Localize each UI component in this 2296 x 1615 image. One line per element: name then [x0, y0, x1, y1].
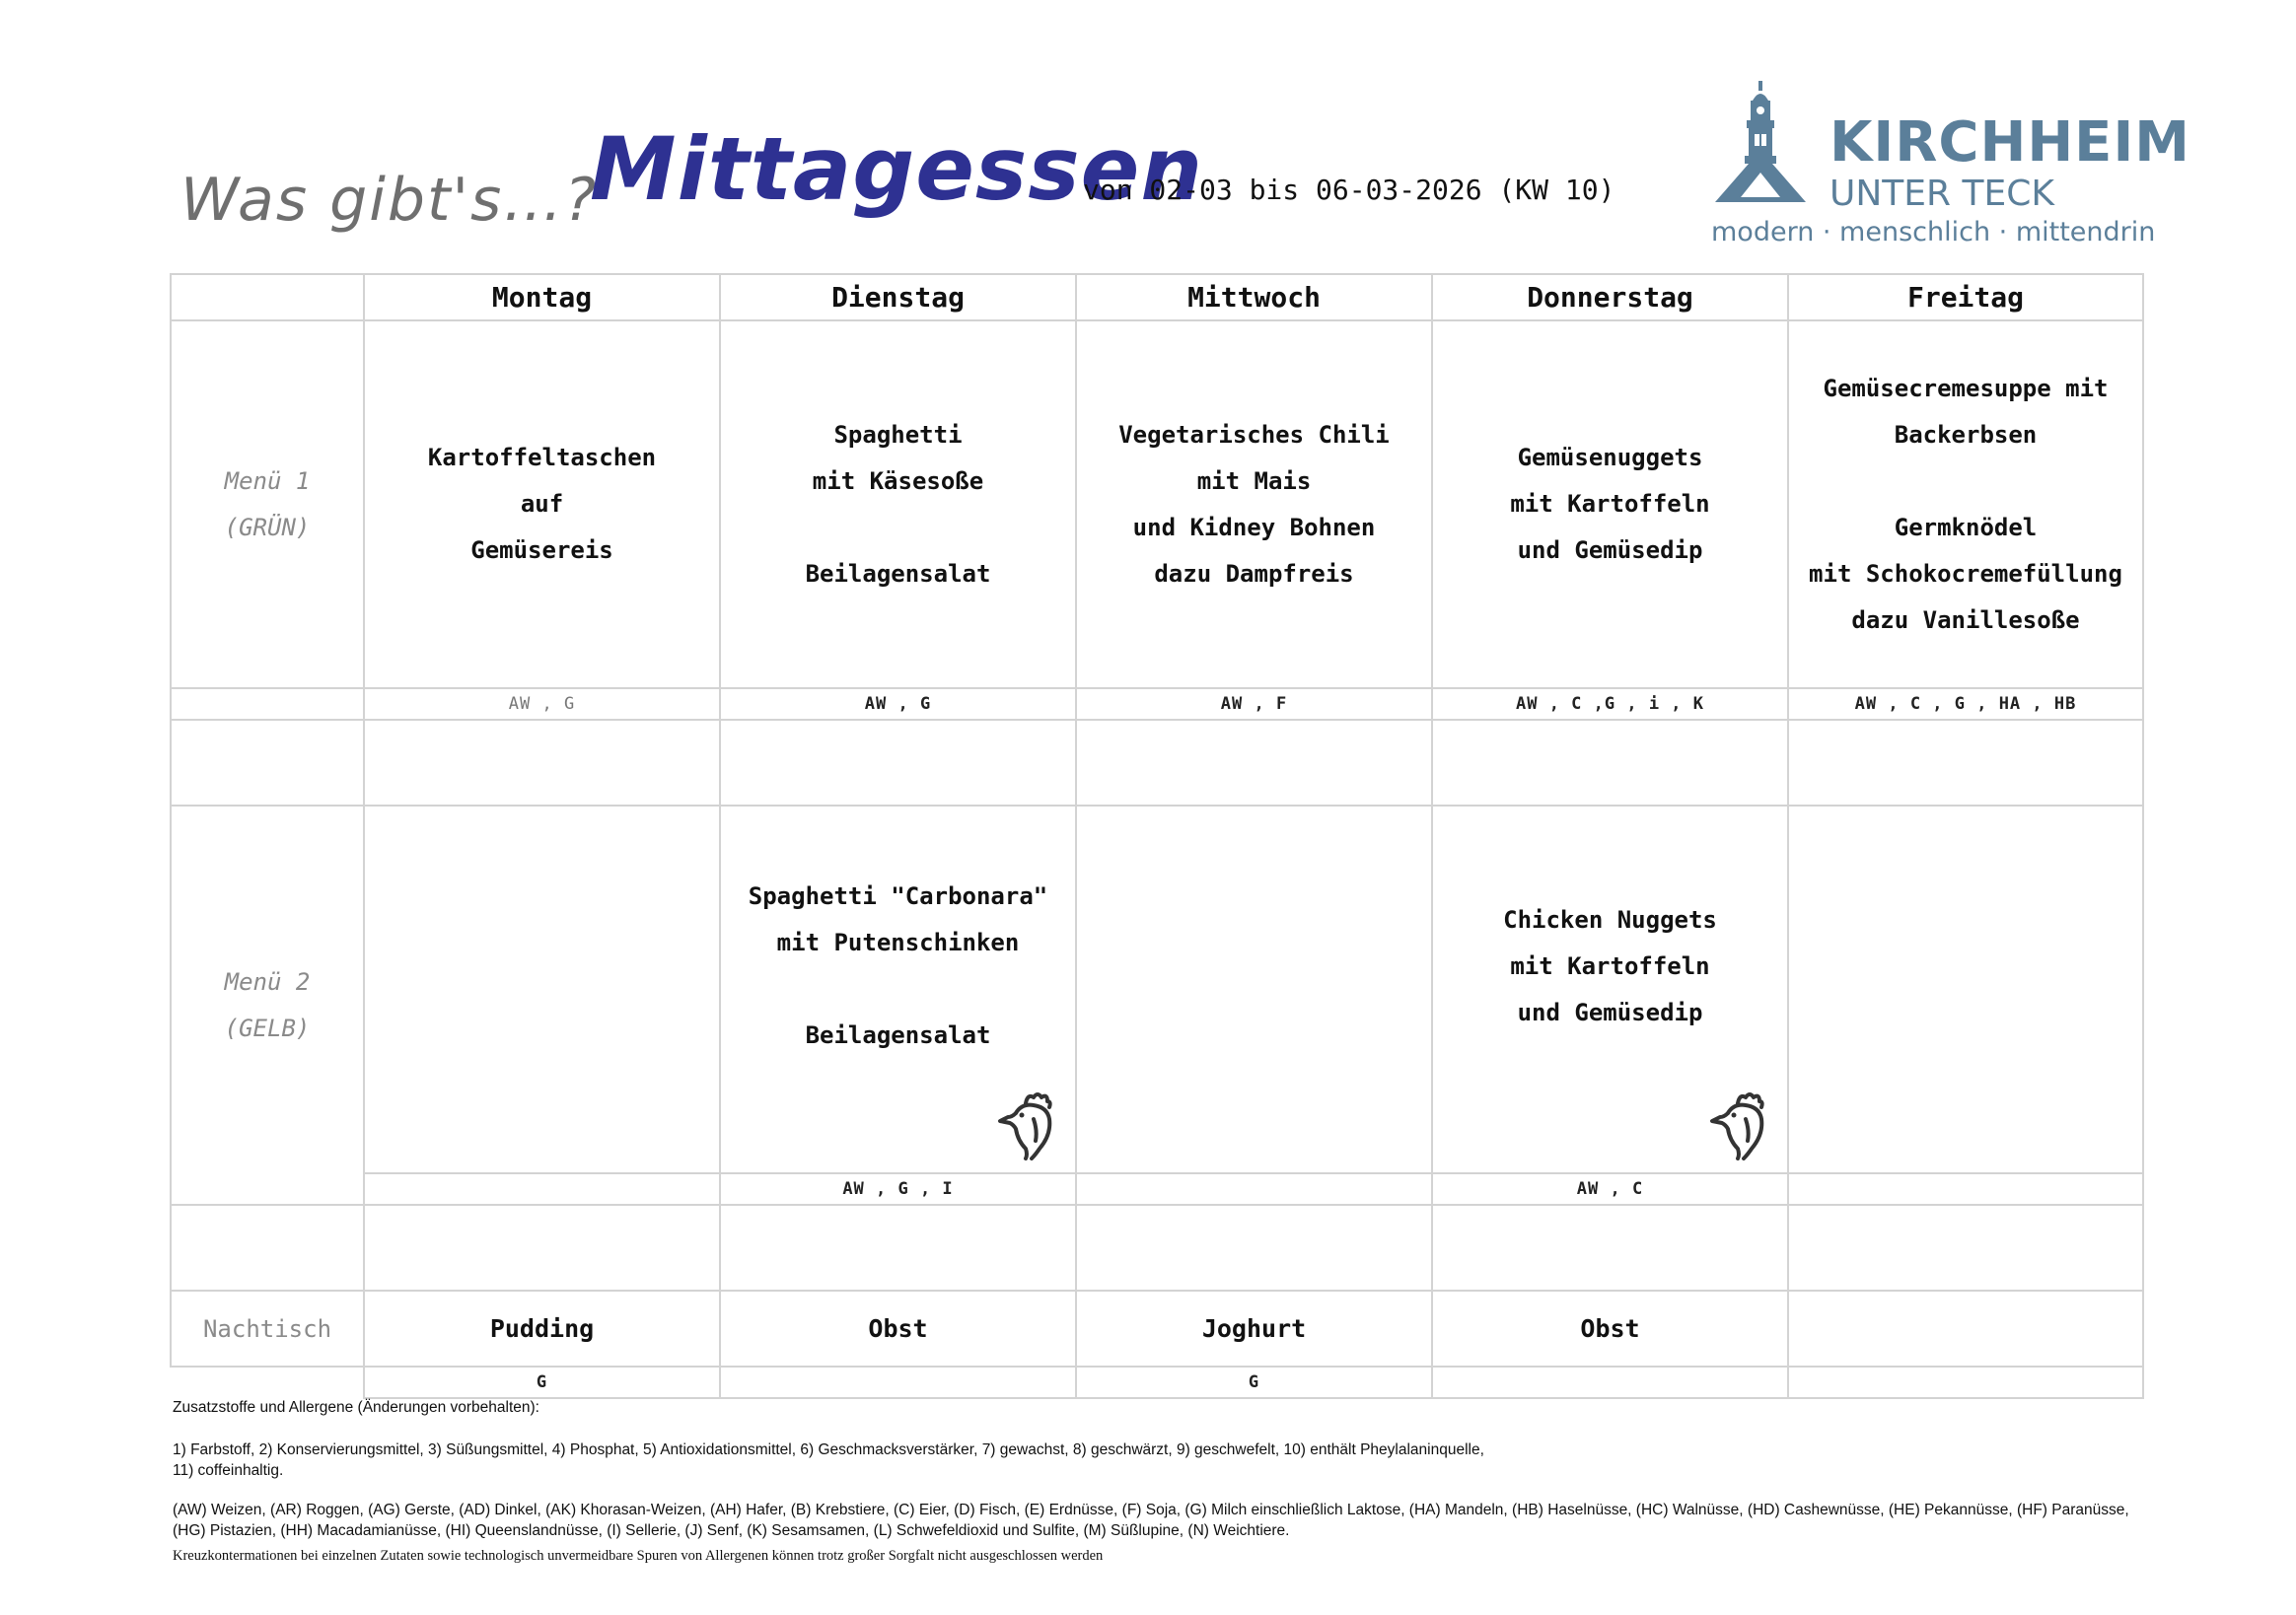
dessert-item	[1788, 1291, 2143, 1367]
city-logo	[1711, 79, 2190, 256]
menu2-meal-cell	[720, 806, 1076, 1173]
spacer-cell	[1076, 720, 1432, 806]
page-title: Mittagessen	[590, 118, 1204, 220]
menu1-allergen-row	[171, 688, 2143, 720]
menu2-allergen-row	[171, 1173, 2143, 1205]
dessert-label: Nachtisch	[171, 1291, 364, 1367]
date-range: von 02-03 bis 06-03-2026 (KW 10)	[1083, 174, 1615, 206]
dessert-allergens	[1432, 1367, 1788, 1398]
logo-subtitle: UNTER TECK	[1830, 174, 2054, 214]
spacer-cell	[720, 720, 1076, 806]
logo-name: KIRCHHEIM	[1830, 110, 2190, 175]
menu2-title: Menü 2	[224, 967, 311, 996]
day-header: Montag	[364, 274, 720, 320]
menu2-meal: Chicken Nuggets mit Kartoffeln und Gemüsedip	[1503, 905, 1717, 1026]
menu2-meal	[1076, 806, 1432, 1173]
menu1-row	[171, 320, 2143, 688]
spacer-row	[171, 720, 2143, 806]
day-header: Dienstag	[720, 274, 1076, 320]
menu2-meal	[1788, 806, 2143, 1173]
spacer-cell	[1788, 1205, 2143, 1291]
day-header-row	[171, 274, 2143, 320]
spacer-cell	[720, 1205, 1076, 1291]
menu1-label	[171, 320, 364, 688]
spacer-cell	[1788, 720, 2143, 806]
intro-text: Was gibt's…?	[180, 166, 599, 235]
day-header: Donnerstag	[1432, 274, 1788, 320]
menu2-allergens	[1788, 1173, 2143, 1205]
spacer-row	[171, 1205, 2143, 1291]
menu2-allergens	[364, 1173, 720, 1205]
menu1-meal: Gemüsenuggets mit Kartoffeln und Gemüsedip	[1432, 320, 1788, 688]
corner-cell	[171, 274, 364, 320]
dessert-allergens	[720, 1367, 1076, 1398]
menu2-meal-cell	[1432, 806, 1788, 1173]
dessert-allergens: G	[1076, 1367, 1432, 1398]
spacer-cell	[1076, 1205, 1432, 1291]
menu1-meal: Gemüsecremesuppe mit Backerbsen Germknödel mit Schokocremefüllung dazu Vanillesoße	[1788, 320, 2143, 688]
spacer-cell	[171, 1205, 364, 1291]
footer-heading: Zusatzstoffe und Allergene (Änderungen vorbehalten):	[173, 1399, 539, 1416]
dessert-allergen-row	[171, 1367, 2143, 1398]
menu1-color: (GRÜN)	[224, 513, 311, 541]
menu2-allergens: AW , C	[1432, 1173, 1788, 1205]
menu2-color: (GELB)	[224, 1014, 311, 1042]
dessert-row	[171, 1291, 2143, 1367]
menu2-allergens: AW , G , I	[720, 1173, 1076, 1205]
footer-disclaimer: Kreuzkontermationen bei einzelnen Zutaten sowie technologisch unvermeidbare Spuren von Allergenen können trotz großer Sorgfalt nicht ausgeschlossen werden	[173, 1548, 1104, 1564]
menu2-allergens	[1076, 1173, 1432, 1205]
menu2-label	[171, 806, 364, 1205]
church-tower-icon	[1711, 79, 1810, 207]
day-header: Mittwoch	[1076, 274, 1432, 320]
logo-slogan: modern · menschlich · mittendrin	[1711, 217, 2156, 247]
spacer-cell	[364, 1205, 720, 1291]
chicken-icon	[992, 1089, 1061, 1160]
menu2-row	[171, 806, 2143, 1173]
menu1-meal: Spaghetti mit Käsesoße Beilagensalat	[720, 320, 1076, 688]
dessert-item: Pudding	[364, 1291, 720, 1367]
menu1-allergens: AW , C ,G , i , K	[1432, 688, 1788, 720]
spacer-cell	[1432, 1205, 1788, 1291]
footer-additives: 1) Farbstoff, 2) Konservierungsmittel, 3) Süßungsmittel, 4) Phosphat, 5) Antioxidationsmittel, 6) Geschmacksverstärker, 7) gewachst, 8) geschwärzt, 9) geschwefelt, 10) enthält Pheylalaninquelle, 11) coffeinhaltig.	[173, 1441, 1484, 1479]
chicken-icon	[1704, 1089, 1773, 1160]
menu2-meal: Spaghetti "Carbonara" mit Putenschinken Beilagensalat	[748, 882, 1048, 1049]
menu1-allergens: AW , G	[720, 688, 1076, 720]
spacer-cell	[364, 720, 720, 806]
empty-cell	[171, 1367, 364, 1398]
menu1-allergens: AW , G	[364, 688, 720, 720]
allergen-label-cell	[171, 688, 364, 720]
dessert-allergens	[1788, 1367, 2143, 1398]
dessert-item: Obst	[1432, 1291, 1788, 1367]
dessert-allergens: G	[364, 1367, 720, 1398]
menu1-meal: Kartoffeltaschen auf Gemüsereis	[364, 320, 720, 688]
day-header: Freitag	[1788, 274, 2143, 320]
spacer-cell	[1432, 720, 1788, 806]
menu-table	[170, 273, 2144, 1399]
menu1-allergens: AW , C , G , HA , HB	[1788, 688, 2143, 720]
dessert-item: Obst	[720, 1291, 1076, 1367]
menu1-title: Menü 1	[224, 466, 311, 495]
menu2-meal	[364, 806, 720, 1173]
menu1-allergens: AW , F	[1076, 688, 1432, 720]
dessert-item: Joghurt	[1076, 1291, 1432, 1367]
spacer-cell	[171, 720, 364, 806]
footer-allergen-legend: (AW) Weizen, (AR) Roggen, (AG) Gerste, (AD) Dinkel, (AK) Khorasan-Weizen, (AH) Hafer, (B) Krebstiere, (C) Eier, (D) Fisch, (E) Erdnüsse, (F) Soja, (G) Milch einschließlich Laktose, (HA) Mandeln, (HB) Haselnüsse, (HC) Walnüsse, (HD) Cashewnüsse, (HE) Pekannüsse, (HF) Paranüsse, (HG) Pistazien, (HH) Macadamianüsse, (HI) Queenslandnüsse, (I) Sellerie, (J) Senf, (K) Sesamsamen, (L) Schwefeldioxid und Sulfite, (M) Süßlupine, (N) Weichtiere.	[173, 1502, 2129, 1539]
menu1-meal: Vegetarisches Chili mit Mais und Kidney Bohnen dazu Dampfreis	[1076, 320, 1432, 688]
